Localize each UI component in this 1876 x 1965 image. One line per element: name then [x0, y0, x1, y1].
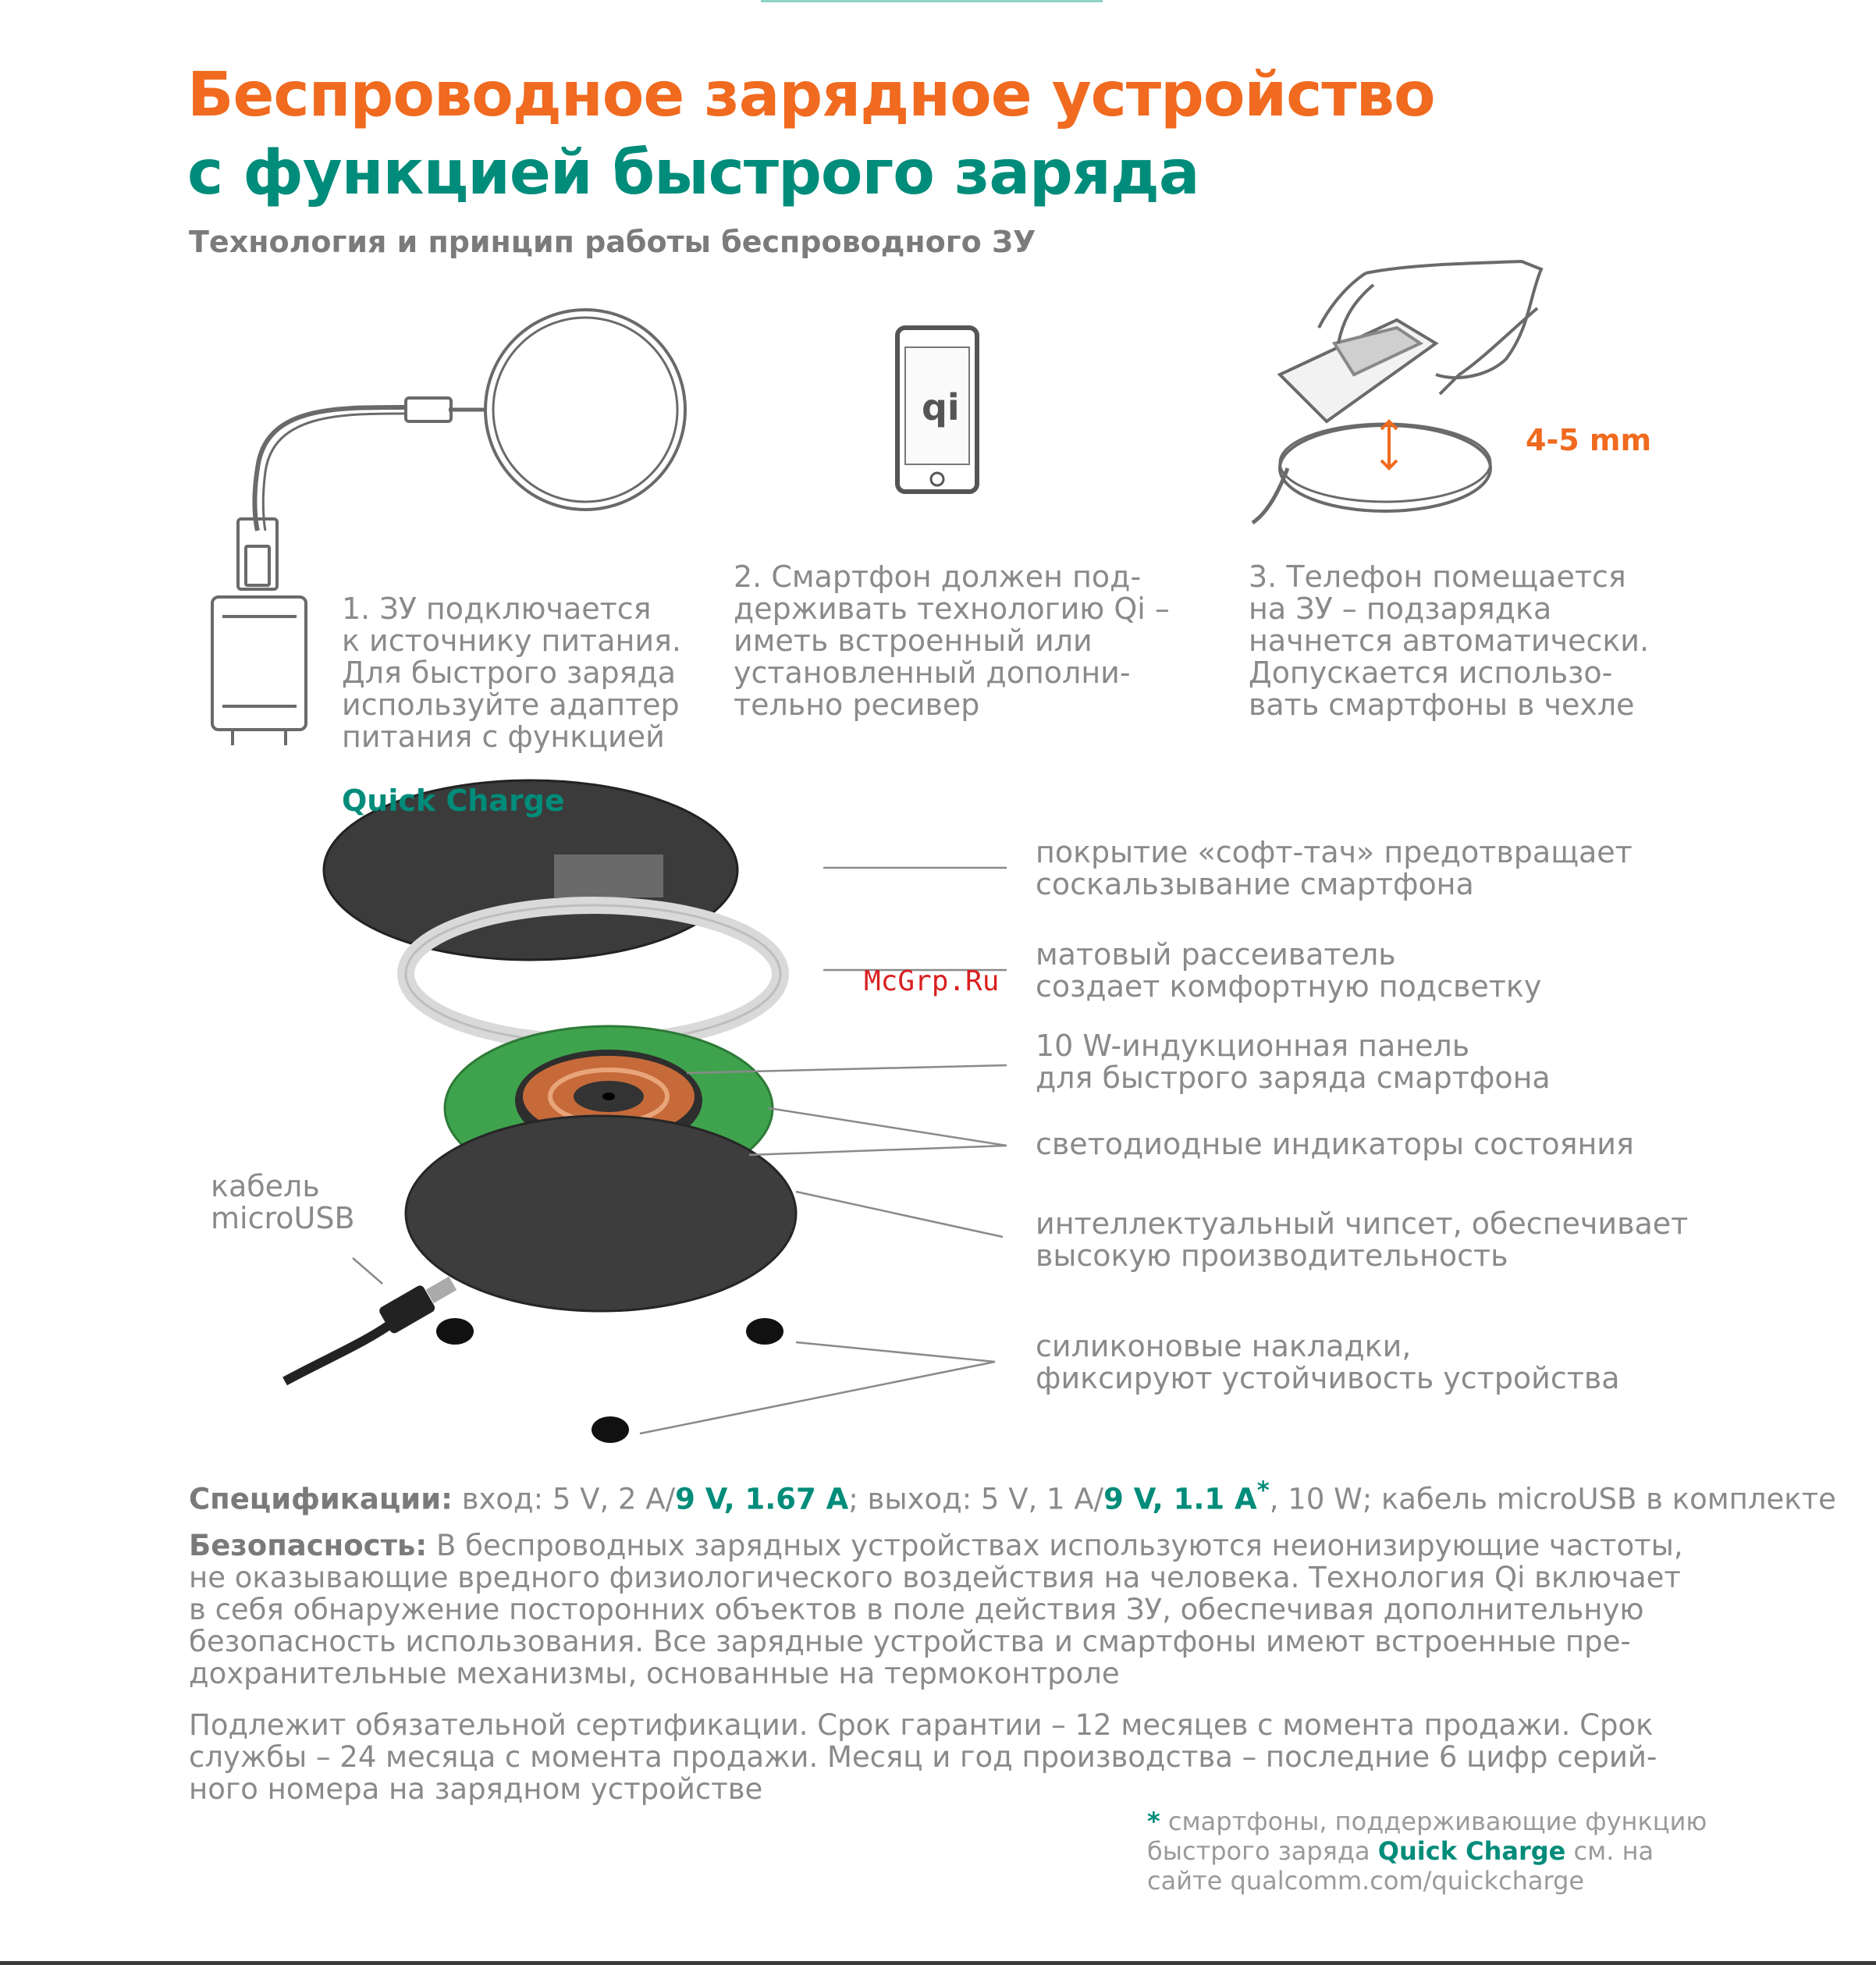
subtitle: Технология и принцип работы беспроводного ЗУ [189, 225, 1036, 259]
specs-label: Спецификации: [189, 1482, 453, 1516]
footnote [1147, 1807, 1725, 1896]
cable-label: кабель microUSB [211, 1169, 355, 1235]
distance-label: 4-5 mm [1526, 423, 1652, 457]
part-led-indicators: светодиодные индикаторы состояния [1036, 1127, 1634, 1161]
part-chipset: интеллектуальный чипсет, обеспечивает высокую производительность [1036, 1206, 1689, 1273]
qi-logo-icon: qi [922, 386, 960, 428]
part-silicone-pads: силиконовые накладки, фиксируют устойчивость устройства [1036, 1329, 1620, 1395]
specs-output-qc: 9 V, 1.1 A [1103, 1482, 1257, 1516]
footnote-text-1: смартфоны, поддерживающие функцию быстрого заряда [1147, 1807, 1707, 1866]
footnote-text-2: см. на сайте qualcomm.com/quickcharge [1147, 1836, 1654, 1896]
footnote-quick-charge: Quick Charge [1377, 1836, 1566, 1866]
specs-star: * [1256, 1476, 1270, 1505]
part-diffuser: матовый рассеиватель создает комфортную подсветку [1036, 937, 1542, 1004]
certification-paragraph: Подлежит обязательной сертификации. Срок гарантии – 12 месяцев с момента продажи. Срок службы – 24 месяца с момента продажи. Месяц и год производства – последние 6 цифр серий-ного номера на зарядном устройстве [189, 1708, 1657, 1806]
safety-text: В беспроводных зарядных устройствах используются неионизирующие частоты, не оказывающие вредного физиологического воздействия на человека. Технология Qi включает в себя обнаружение посторонних объектов в поле действия ЗУ, обеспечивая дополнительную безопасность использования. Все зарядные устройства и смартфоны имеют встроенные пре-дохранительные механизмы, основанные на термоконтроле [189, 1529, 1683, 1690]
bottom-rule [0, 1961, 1876, 1965]
hand-phone-illustration [1252, 261, 1541, 523]
specs-input-qc: 9 V, 1.67 A [675, 1482, 849, 1516]
title-line-1: Беспроводное зарядное устройство [187, 60, 1435, 130]
footnote-star: * [1147, 1807, 1160, 1836]
title-line-2: с функцией быстрого заряда [187, 138, 1199, 208]
safety-paragraph [189, 1530, 1695, 1690]
specs-output: ; выход: 5 V, 1 A/ [848, 1482, 1104, 1516]
exploded-device-illustration [285, 780, 796, 1443]
specs-rest: , 10 W; кабель microUSB в комплекте [1269, 1482, 1836, 1516]
quick-charge-label: Quick Charge [342, 784, 565, 818]
step-1 [342, 561, 681, 817]
step-3: 3. Телефон помещается на ЗУ – подзарядка начнется автоматически. Допускается использо- вать смартфоны в чехле [1249, 560, 1650, 722]
step-1-text: 1. ЗУ подключается к источнику питания. Для быстрого заряда используйте адаптер питания с функцией [342, 592, 681, 754]
specs-input: вход: 5 V, 2 A/ [452, 1482, 676, 1516]
step-2: 2. Смартфон должен под- держивать технологию Qi – иметь встроенный или установленный дополни- тельно ресивер [734, 560, 1170, 722]
part-soft-touch: покрытие «софт-тач» предотвращает соскальзывание смартфона [1036, 835, 1633, 901]
phone-qi-illustration [897, 328, 977, 492]
safety-label: Безопасность: [189, 1529, 428, 1562]
part-induction-panel: 10 W-индукционная панель для быстрого заряда смартфона [1036, 1029, 1551, 1095]
watermark: McGrp.Ru [864, 965, 1000, 997]
specifications [189, 1475, 1836, 1516]
